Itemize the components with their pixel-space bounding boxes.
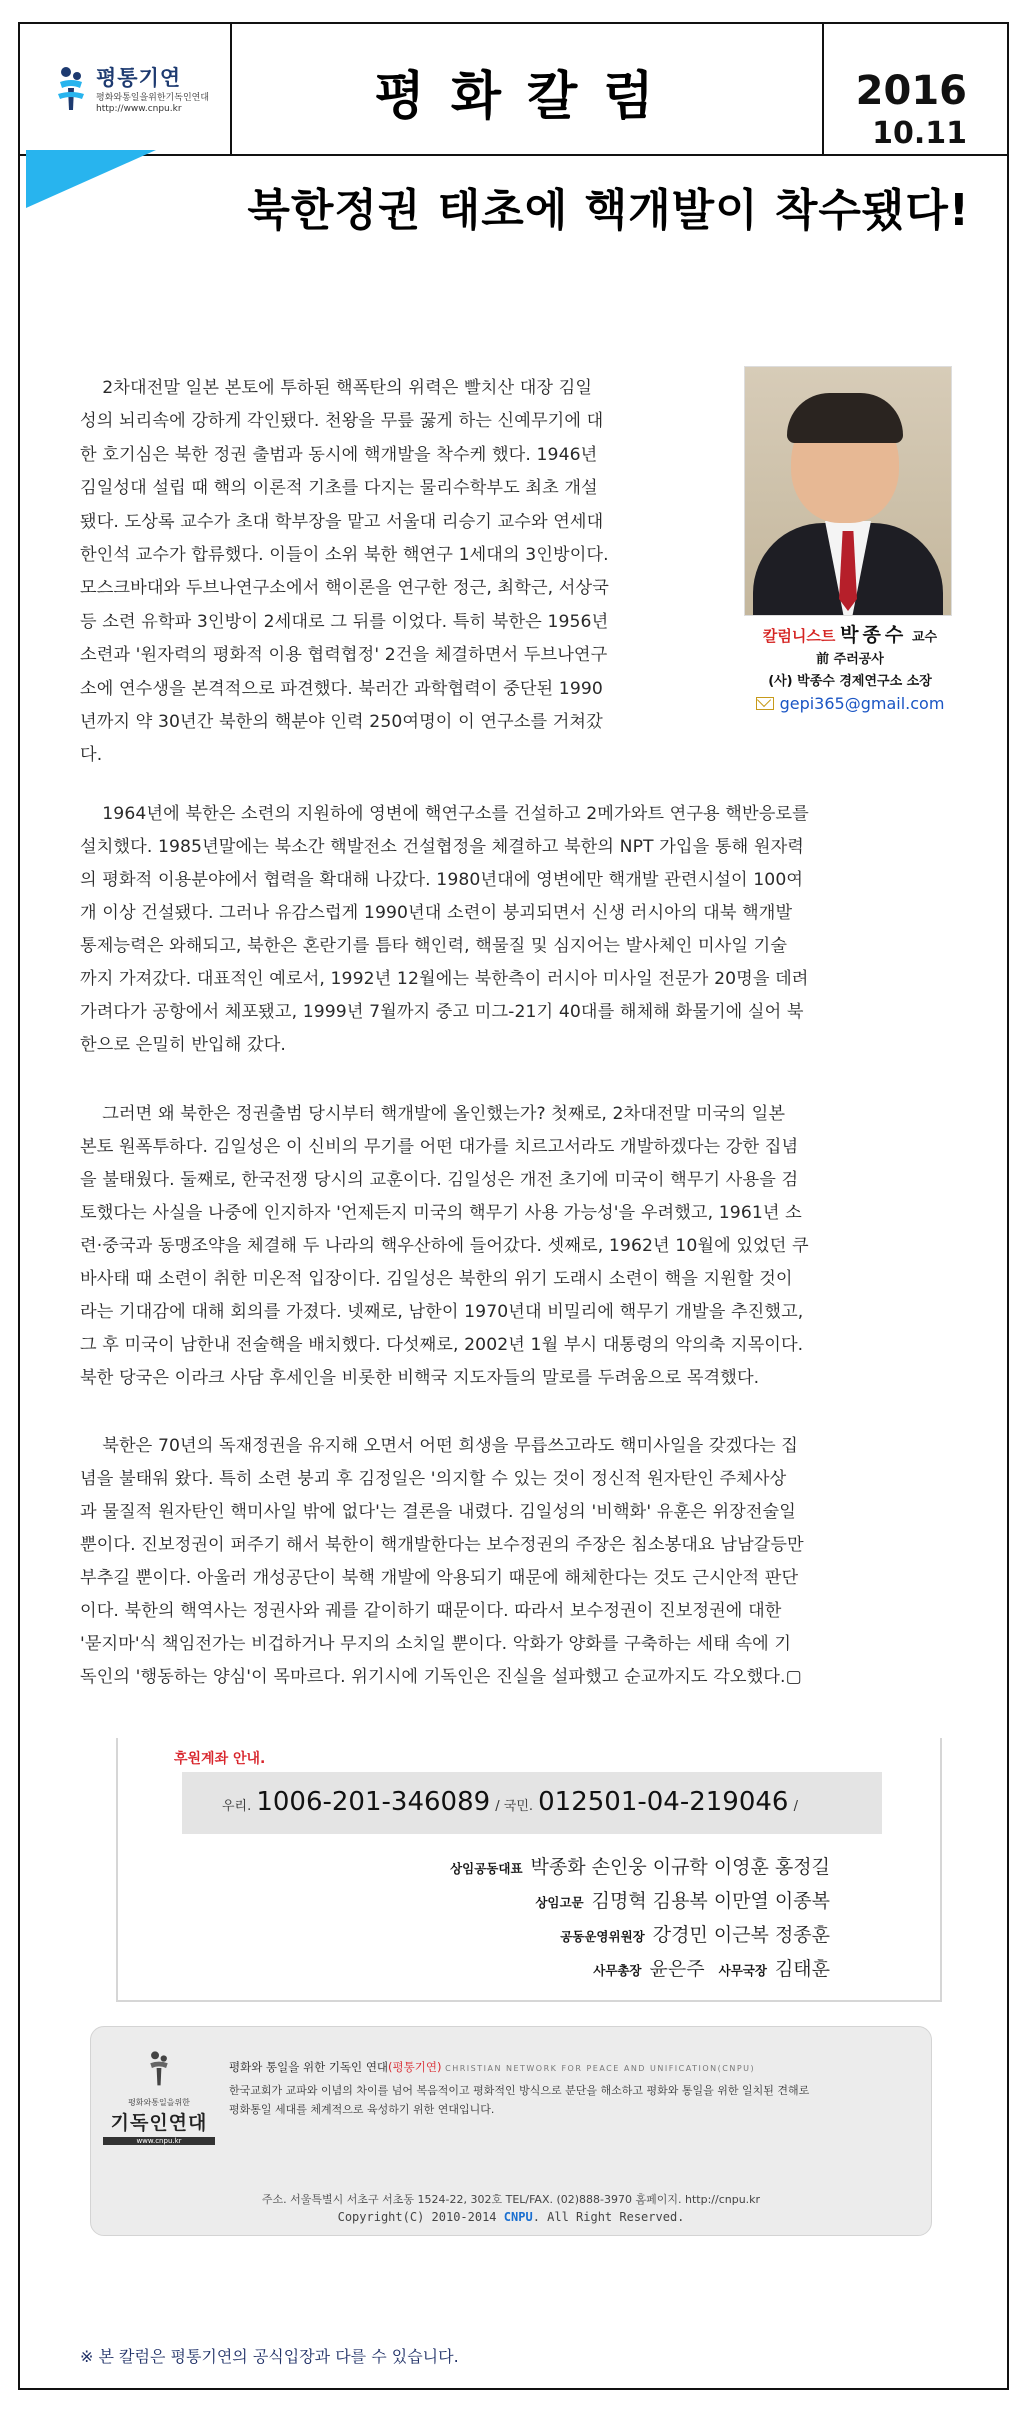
author-email[interactable]: gepi365@gmail.com (779, 694, 945, 713)
paragraph-3: 그러면 왜 북한은 정권출범 당시부터 핵개발에 올인했는가? 첫째로, 2차대전말 미국의 일본 본토 원폭투하다. 김일성은 이 신비의 무기를 어떤 대가를 치르고서라도 개발하겠다는 강한 집념 을 불태웠다. 둘째로, 한국전쟁 당시의 교훈이다. 김일성은 개전 초기에 미국이 핵무기 사용을 검 토했다는 사실을 나중에 인지하자 '언제든지 미국의 핵무기 사용 가능성'을 우려했고, 1961년 소 련·중국과 동맹조약을 체결해 두 나라의 핵우산하에 들어갔다. 셋째로, 1962년 10월에 있었던 쿠 바사태 때 소련이 취한 미온적 입장이다. 김일성은 북한의 위기 도래시 소련이 핵을 지원할 것이 라는 기대감에 대해 회의를 가졌다. 넷째로, 남한이 1970년대 비밀리에 핵무기 개발을 추진했고, 그 후 미국이 남한내 전술핵을 배치했다. 다섯째로, 2002년 1월 부시 대통령의 악의축 지목이다. 북한 당국은 이라크 사담 후세인을 비롯한 비핵국 지도자들의 말로를 두려움으로 목격했다. (80, 1104, 809, 1388)
board-names: 박종화 손인웅 이규학 이영훈 홍정길 (530, 1856, 830, 1878)
column-title: 평화칼럼 (374, 67, 680, 127)
donation-heading: 후원계좌 안내. (174, 1751, 266, 1767)
board-row-4 (593, 1954, 830, 1981)
footer-logo-subtitle: 평화와통일을위한 (128, 2098, 190, 2107)
footer-copyright (91, 2210, 931, 2224)
logo-name: 평통기연 (96, 66, 182, 90)
board-role: 상임공동대표 (450, 1861, 523, 1876)
author-name: 박종수 (840, 624, 908, 646)
footer-org-english: CHRISTIAN NETWORK FOR PEACE AND UNIFICATION(CNPU) (445, 2064, 756, 2073)
logo-url: http://www.cnpu.kr (96, 104, 182, 114)
board-row-1 (450, 1852, 830, 1879)
footer-description-1: 한국교회가 교파와 이념의 차이를 넘어 복음적이고 평화적인 방식으로 분단을 해소하고 평화와 통일을 위한 일치된 견해로 (229, 2084, 810, 2097)
board-names: 김명혁 김용복 이만열 이종복 (591, 1890, 830, 1912)
logo (20, 24, 232, 154)
copyright-prefix: Copyright(C) 2010-2014 (337, 2210, 497, 2224)
footer-org-brand: (평통기연) (388, 2060, 442, 2074)
copyright-suffix: . All Right Reserved. (532, 2210, 685, 2224)
board-names: 윤은주 (649, 1958, 705, 1980)
paragraph-4: 북한은 70년의 독재정권을 유지해 오면서 어떤 희생을 무릅쓰고라도 핵미사일을 갖겠다는 집 념을 불태워 왔다. 특히 소련 붕괴 후 김정일은 '의지할 수 있는 것이 정신적 원자탄인 주체사상 과 물질적 원자탄인 핵미사일 밖에 없다'는 결론을 내렸다. 김일성의 '비핵화' 유훈은 위장전술일 뿐이다. 진보정권이 퍼주기 해서 북한이 핵개발한다는 보수정권의 주장은 침소봉대요 남남갈등만 부추길 뿐이다. 아울러 개성공단이 북핵 개발에 악용되기 때문에 해체한다는 것도 근시안적 판단 이다. 북한의 핵역사는 정권사와 궤를 같이하기 때문이다. 따라서 보수정권이 진보정권에 대한 '묻지마'식 책임전가는 비겁하거나 무지의 소치일 뿐이다. 악화가 양화를 구축하는 세태 속에 기 독인의 '행동하는 양심'이 목마르다. 위기시에 기독인은 진실을 설파했고 순교까지도 각오했다.▢ (80, 1436, 804, 1687)
copyright-brand: CNPU (503, 2210, 533, 2224)
footer-logo-url: www.cnpu.kr (103, 2137, 215, 2145)
bank1-number: 1006-201-346089 (256, 1787, 491, 1817)
footer-logo (103, 2049, 215, 2145)
bank1-label: 우리. (222, 1799, 252, 1814)
board-role: 공동운영위원장 (560, 1929, 645, 1944)
date-month-day: 10.11 (872, 116, 967, 151)
footer-description-2: 평화통일 세대를 체계적으로 육성하기 위한 연대입니다. (229, 2103, 495, 2116)
board-names-2: 김태훈 (774, 1958, 830, 1980)
board-row-3 (560, 1920, 830, 1947)
board-role-2: 사무국장 (718, 1963, 767, 1978)
footer-org-name: 평화와 통일을 위한 기독인 연대 (229, 2060, 389, 2074)
author-title-suffix: 교수 (911, 630, 938, 645)
board-names: 강경민 이근복 정종훈 (652, 1924, 830, 1946)
photo-hair (787, 393, 903, 443)
disclaimer-note: ※ 본 칼럼은 평통기연의 공식입장과 다를 수 있습니다. (80, 2347, 459, 2366)
bank2-number: 012501-04-219046 (538, 1787, 789, 1817)
footer-box (90, 2026, 932, 2236)
paragraph-1: 2차대전말 일본 본토에 투하된 핵폭탄의 위력은 빨치산 대장 김일 성의 뇌리속에 강하게 각인됐다. 천왕을 무릎 꿇게 하는 신예무기에 대 한 호기심은 북한 정권 출범과 동시에 핵개발을 착수케 했다. 1946년 김일성대 설립 때 핵의 이론적 기초를 다지는 물리수학부도 최초 개설 됐다. 도상록 교수가 초대 학부장을 맡고 서울대 리승기 교수와 연세대 한인석 교수가 합류했다. 이들이 소위 북한 핵연구 1세대의 3인방이다. 모스크바대와 두브나연구소에서 핵이론을 연구한 정근, 최학근, 서상국 등 소련 유학파 3인방이 2세대로 그 뒤를 이었다. 특히 북한은 1956년 소련과 '원자력의 평화적 이용 협력협정' 2건을 체결하면서 두브나연구 소에 연수생을 본격적으로 파견했다. 북러간 과학협력이 중단된 1990 년까지 약 30년간 북한의 핵분야 인력 250여명이 이 연구소를 거쳐갔 다. (80, 378, 609, 766)
bank2-label: / 국민. (495, 1799, 534, 1814)
column-title-cell (232, 24, 824, 154)
footer-org-line (229, 2059, 755, 2075)
headline: 북한정권 태초에 핵개발이 착수됐다! (247, 185, 970, 236)
date-year: 2016 (855, 68, 967, 114)
logo-mark-icon (56, 64, 86, 112)
account-line (222, 1787, 798, 1817)
paragraph-2: 1964년에 북한은 소련의 지원하에 영변에 핵연구소를 건설하고 2메가와트 연구용 핵반응로를 설치했다. 1985년말에는 북소간 핵발전소 건설협정을 체결하고 북한의 NPT 가입을 통해 원자력 의 평화적 이용분야에서 협력을 확대해 나갔다. 1980년대에 영변에만 핵개발 관련시설이 100여 개 이상 건설됐다. 그러나 유감스럽게 1990년대 소련이 붕괴되면서 신생 러시아의 대북 핵개발 통제능력은 와해되고, 북한은 혼란기를 틈타 핵인력, 핵물질 및 심지어는 발사체인 미사일 기술 까지 가져갔다. 대표적인 예로서, 1992년 12월에는 북한측이 러시아 미사일 전문가 20명을 데려 가려다가 공항에서 체포됐고, 1999년 7월까지 중고 미그-21기 40대를 해체해 화물기에 실어 북 한으로 은밀히 반입해 갔다. (80, 804, 809, 1055)
account-trailing: / (793, 1799, 798, 1814)
date-cell (824, 24, 1007, 154)
donation-box (116, 1738, 942, 2002)
author-affiliation: (사) 박종수 경제연구소 소장 (768, 674, 932, 689)
footer-logo-mark-icon (147, 2049, 171, 2087)
footer-logo-name: 기독인연대 (110, 2112, 208, 2134)
account-bar (182, 1772, 882, 1834)
board-role: 사무총장 (593, 1963, 642, 1978)
author-role: 칼럼니스트 (762, 627, 836, 645)
header (20, 24, 1007, 156)
board-role: 상임고문 (535, 1895, 584, 1910)
footer-address: 주소. 서울특별시 서초구 서초동 1524-22, 302호 TEL/FAX. (02)888-3970 홈페이지. http://cnpu.kr (261, 2193, 761, 2206)
author-former-post: 前 주러공사 (816, 652, 884, 667)
headline-triangle-decoration (26, 150, 156, 208)
author-photo (744, 366, 952, 616)
envelope-icon (756, 697, 774, 710)
author-info (720, 624, 980, 715)
logo-subtitle: 평화와통일을위한기독인연대 (96, 93, 210, 103)
board-row-2 (535, 1886, 830, 1913)
